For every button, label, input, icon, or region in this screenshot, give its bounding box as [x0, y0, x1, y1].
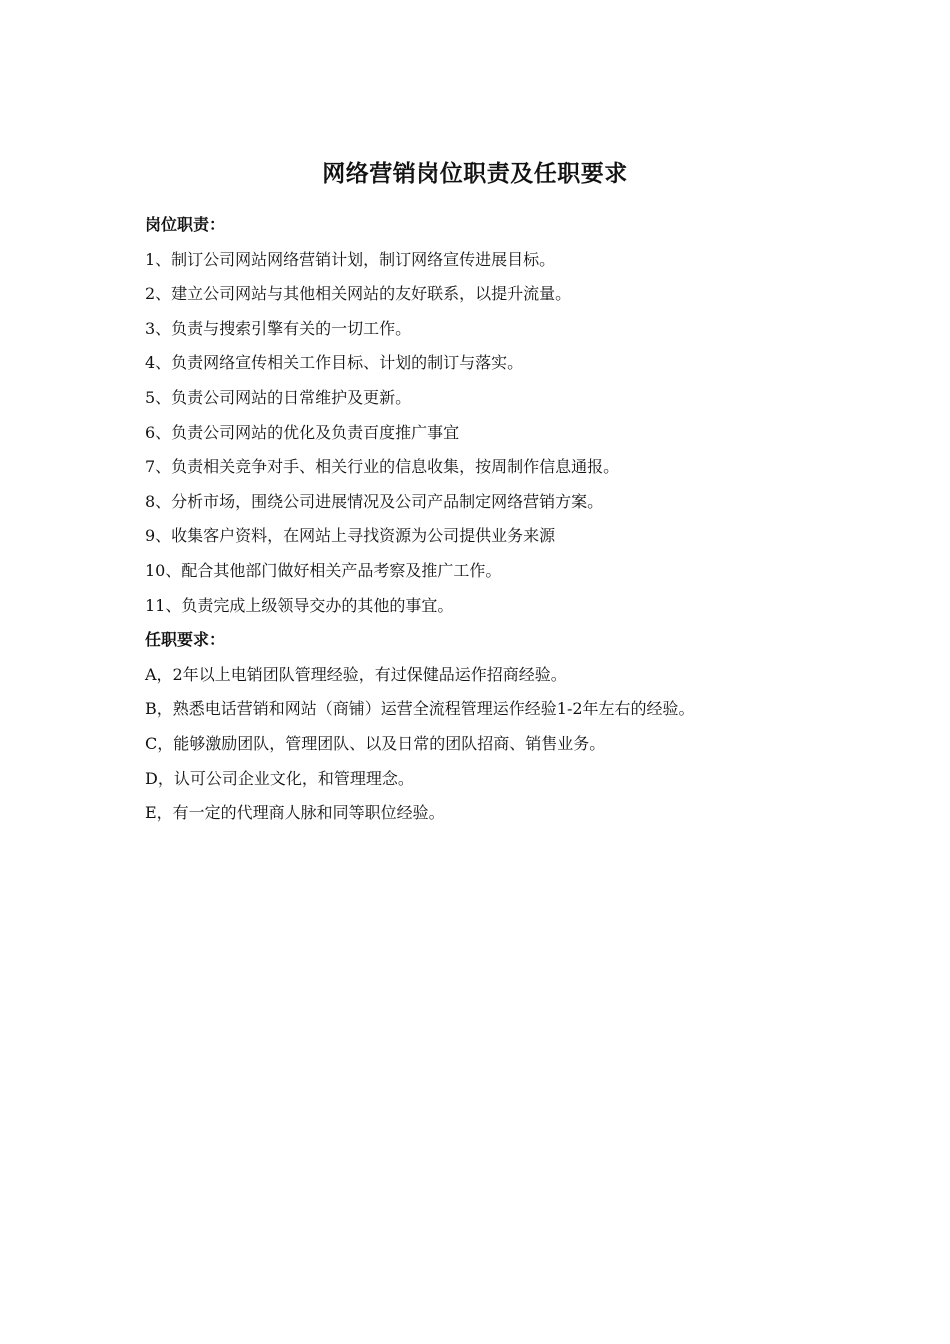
- document-body: [145, 208, 845, 831]
- duty-item: 11、负责完成上级领导交办的其他的事宜。: [145, 595, 454, 615]
- requirement-item: D，认可公司企业文化，和管理理念。: [145, 768, 414, 788]
- duty-item: 4、负责网络宣传相关工作目标、计划的制订与落实。: [145, 353, 524, 373]
- duty-item: 2、建立公司网站与其他相关网站的友好联系，以提升流量。: [145, 284, 572, 304]
- document-title: 网络营销岗位职责及任职要求: [322, 161, 628, 187]
- duty-item: 9、收集客户资料，在网站上寻找资源为公司提供业务来源: [145, 526, 556, 546]
- duty-item: 6、负责公司网站的优化及负责百度推广事宜: [145, 422, 460, 442]
- duties-list: [145, 243, 845, 624]
- duty-item: 3、负责与搜索引擎有关的一切工作。: [145, 318, 412, 338]
- duty-item: 10、配合其他部门做好相关产品考察及推广工作。: [145, 560, 502, 580]
- duty-item: 5、负责公司网站的日常维护及更新。: [145, 387, 412, 407]
- duties-heading: 岗位职责：: [145, 215, 226, 234]
- requirement-item: E，有一定的代理商人脉和同等职位经验。: [145, 803, 445, 823]
- duty-item: 8、分析市场，围绕公司进展情况及公司产品制定网络营销方案。: [145, 491, 604, 511]
- requirements-heading: 任职要求：: [145, 630, 226, 650]
- duty-item: 7、负责相关竞争对手、相关行业的信息收集，按周制作信息通报。: [145, 457, 620, 477]
- requirements-list: [145, 658, 845, 831]
- requirement-item: C，能够激励团队，管理团队、以及日常的团队招商、销售业务。: [145, 733, 606, 753]
- requirement-item: A，2年以上电销团队管理经验，有过保健品运作招商经验。: [145, 664, 567, 684]
- requirement-item: B，熟悉电话营销和网站（商铺）运营全流程管理运作经验1-2年左右的经验。: [145, 699, 695, 719]
- duty-item: 1、制订公司网站网络营销计划，制订网络宣传进展目标。: [145, 249, 556, 269]
